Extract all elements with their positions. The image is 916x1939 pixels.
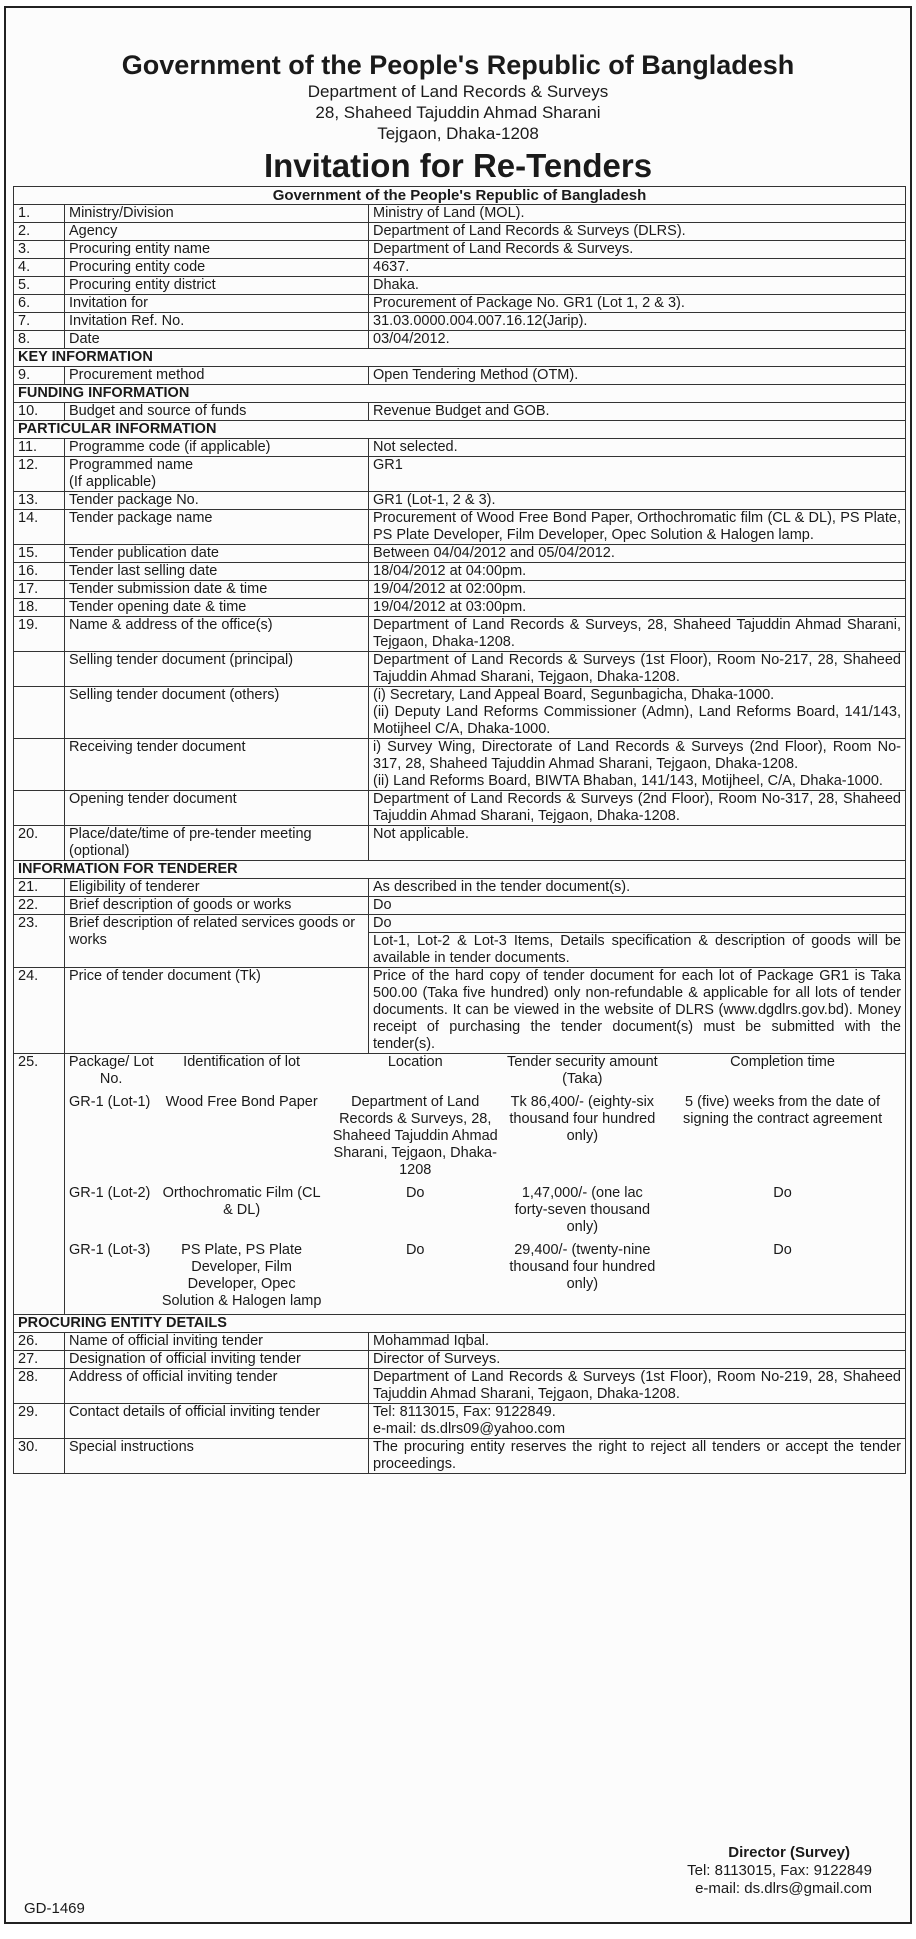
department-name: Department of Land Records & Surveys: [307, 82, 609, 101]
row-label: Name of official inviting tender: [65, 1333, 369, 1351]
row-number: 22.: [14, 897, 65, 915]
lot-cell: Do: [405, 1185, 425, 1201]
row-label: Procuring entity code: [65, 259, 369, 277]
table-row: [14, 331, 906, 349]
row-label: Tender submission date & time: [65, 581, 369, 599]
notice-header: [6, 8, 910, 186]
signatory-phone: Tel: 8113015, Fax: 9122849: [687, 1862, 872, 1879]
row-label: Tender publication date: [65, 545, 369, 563]
section-heading: KEY INFORMATION: [14, 349, 906, 367]
row-value: Not applicable.: [369, 826, 906, 861]
row-value: Do: [369, 915, 906, 933]
row-number: 12.: [14, 457, 65, 492]
lot-cell: GR-1 (Lot-1): [69, 1094, 151, 1110]
government-title: Government of the People's Republic of Bangladesh: [121, 50, 795, 80]
row-number: 20.: [14, 826, 65, 861]
row-label: Procuring entity name: [65, 241, 369, 259]
row-label: Date: [65, 331, 369, 349]
section-heading: FUNDING INFORMATION: [14, 385, 906, 403]
row-value: Do: [369, 897, 906, 915]
lot-cell: Tk 86,400/- (eighty-six thousand four hundred only): [509, 1094, 656, 1144]
row-label: Invitation Ref. No.: [65, 313, 369, 331]
lot-header-row: [65, 1054, 905, 1092]
row-number: [14, 687, 65, 739]
row-number: [14, 652, 65, 687]
table-row: [14, 617, 906, 652]
table-row: [14, 277, 906, 295]
row-label: Selling tender document (principal): [65, 652, 369, 687]
row-number: 7.: [14, 313, 65, 331]
row-value: Price of the hard copy of tender document for each lot of Package GR1 is Taka 500.00 (Taka five hundred) only non-refundable & applicable for all lots of tender documents. It can be viewed in the website of DLRS (www.dgdlrs.gov.bd). Money receipt of purchasing the tender document(s) must be submitted with the tender(s).: [369, 968, 906, 1054]
row-number: 8.: [14, 331, 65, 349]
lot-cell: GR-1 (Lot-2): [69, 1185, 151, 1201]
lot-table-cell: [65, 1054, 906, 1315]
row-number: 13.: [14, 492, 65, 510]
table-row: [14, 915, 906, 933]
table-row: [14, 1439, 906, 1474]
row-label: Tender opening date & time: [65, 599, 369, 617]
row-number: 19.: [14, 617, 65, 652]
lot-cell: 29,400/- (twenty-nine thousand four hundred only): [509, 1242, 656, 1292]
lot-cell: Wood Free Bond Paper: [165, 1094, 318, 1110]
lot-cell: Orthochromatic Film (CL & DL): [162, 1185, 321, 1218]
table-row: [14, 259, 906, 277]
row-value: As described in the tender document(s).: [369, 879, 906, 897]
row-value: Lot-1, Lot-2 & Lot-3 Items, Details specification & description of goods will be available in tender documents.: [369, 933, 906, 968]
table-row: [14, 968, 906, 1054]
row-number: 26.: [14, 1333, 65, 1351]
row-label: Ministry/Division: [65, 205, 369, 223]
table-row: [14, 457, 906, 492]
row-value: Procurement of Package No. GR1 (Lot 1, 2 & 3).: [369, 295, 906, 313]
row-value: Department of Land Records & Surveys, 28, Shaheed Tajuddin Ahmad Sharani, Tejgaon, Dhaka-1208.: [369, 617, 906, 652]
lot-cell: Do: [405, 1242, 425, 1258]
notice-heading: Invitation for Re-Tenders: [263, 147, 653, 184]
row-label: Eligibility of tenderer: [65, 879, 369, 897]
row-number: 6.: [14, 295, 65, 313]
row-value: GR1: [369, 457, 906, 492]
section-particular-information: [14, 421, 906, 439]
row-value: GR1 (Lot-1, 2 & 3).: [369, 492, 906, 510]
row-label: Price of tender document (Tk): [65, 968, 369, 1054]
row-label: Budget and source of funds: [65, 403, 369, 421]
row-label: Special instructions: [65, 1439, 369, 1474]
address-line-1: 28, Shaheed Tajuddin Ahmad Sharani: [315, 103, 601, 122]
table-row: [14, 897, 906, 915]
table-row: [14, 205, 906, 223]
row-label: Place/date/time of pre-tender meeting (optional): [65, 826, 369, 861]
gd-code: GD-1469: [24, 1900, 85, 1917]
table-row: [14, 510, 906, 545]
row-value: 4637.: [369, 259, 906, 277]
row-number: 28.: [14, 1369, 65, 1404]
row-label: Address of official inviting tender: [65, 1369, 369, 1404]
row-number: 9.: [14, 367, 65, 385]
row-value: 03/04/2012.: [369, 331, 906, 349]
row-label: Invitation for: [65, 295, 369, 313]
row-number: 23.: [14, 915, 65, 968]
row-value: 18/04/2012 at 04:00pm.: [369, 563, 906, 581]
lot-row: [65, 1240, 905, 1314]
row-value: Department of Land Records & Surveys (2nd Floor), Room No-317, 28, Shaheed Tajuddin Ahmad Sharani, Tejgaon, Dhaka-1208.: [369, 791, 906, 826]
row-label: Opening tender document: [65, 791, 369, 826]
row-label: Designation of official inviting tender: [65, 1351, 369, 1369]
lot-table: [65, 1054, 905, 1314]
row-label: Tender package No.: [65, 492, 369, 510]
lot-cell: 5 (five) weeks from the date of signing the contract agreement: [683, 1094, 883, 1127]
row-label: Receiving tender document: [65, 739, 369, 791]
row-number: 30.: [14, 1439, 65, 1474]
table-row: [14, 223, 906, 241]
section-key-information: [14, 349, 906, 367]
section-procuring-entity-details: [14, 1315, 906, 1333]
signatory-designation: Director (Survey): [728, 1844, 850, 1861]
row-value: Tel: 8113015, Fax: 9122849. e-mail: ds.dlrs09@yahoo.com: [369, 1404, 906, 1439]
row-label: Procuring entity district: [65, 277, 369, 295]
table-row: [14, 1369, 906, 1404]
row-label: Selling tender document (others): [65, 687, 369, 739]
section-funding-information: [14, 385, 906, 403]
table-row: [14, 687, 906, 739]
lot-cell: GR-1 (Lot-3): [69, 1242, 151, 1258]
lot-row: [65, 1092, 905, 1183]
row-number: 25.: [14, 1054, 65, 1315]
tender-notice: [4, 6, 912, 1924]
row-number: 24.: [14, 968, 65, 1054]
lot-column-header: Completion time: [730, 1054, 835, 1070]
section-heading: PROCURING ENTITY DETAILS: [14, 1315, 906, 1333]
row-label: Brief description of goods or works: [65, 897, 369, 915]
table-row: [14, 313, 906, 331]
table-row: [14, 791, 906, 826]
row-value: Department of Land Records & Surveys (1st Floor), Room No-219, 28, Shaheed Tajuddin Ahmad Sharani, Tejgaon, Dhaka-1208.: [369, 1369, 906, 1404]
table-row: [14, 439, 906, 457]
address-line-2: Tejgaon, Dhaka-1208: [377, 124, 539, 143]
table-row: [14, 652, 906, 687]
row-value: Director of Surveys.: [369, 1351, 906, 1369]
lot-row: [65, 1183, 905, 1240]
section-information-for-tenderer: [14, 861, 906, 879]
row-number: 27.: [14, 1351, 65, 1369]
table-row: [14, 563, 906, 581]
table-row: [14, 826, 906, 861]
table-row: [14, 492, 906, 510]
row-number: 14.: [14, 510, 65, 545]
row-number: 11.: [14, 439, 65, 457]
row-number: 18.: [14, 599, 65, 617]
row-label: Tender package name: [65, 510, 369, 545]
row-value: Mohammad Iqbal.: [369, 1333, 906, 1351]
row-value: (i) Secretary, Land Appeal Board, Segunbagicha, Dhaka-1000. (ii) Deputy Land Reforms Commissioner (Admn), Land Reforms Board, 141/143, Motijheel C/A, Dhaka-1000.: [369, 687, 906, 739]
table-row: [14, 599, 906, 617]
section-heading: INFORMATION FOR TENDERER: [14, 861, 906, 879]
table-row: [14, 545, 906, 563]
row-value: Department of Land Records & Surveys (DLRS).: [369, 223, 906, 241]
table-row: [14, 739, 906, 791]
row-label: Name & address of the office(s): [65, 617, 369, 652]
table-row: [14, 367, 906, 385]
row-number: 1.: [14, 205, 65, 223]
lot-cell: Department of Land Records & Surveys, 28, Shaheed Tajuddin Ahmad Sharani, Tejgaon, Dhaka-1208: [332, 1094, 498, 1178]
row-number: [14, 791, 65, 826]
table-caption: Government of the People's Republic of Bangladesh: [14, 187, 906, 205]
row-value: The procuring entity reserves the right to reject all tenders or accept the tender proceedings.: [369, 1439, 906, 1474]
row-number: 16.: [14, 563, 65, 581]
table-row: [14, 1333, 906, 1351]
row-label: Contact details of official inviting tender: [65, 1404, 369, 1439]
row-label: Procurement method: [65, 367, 369, 385]
row-label: Brief description of related services goods or works: [65, 915, 369, 968]
table-row: [14, 295, 906, 313]
lot-column-header: Package/ Lot No.: [68, 1054, 154, 1087]
row-value: Department of Land Records & Surveys (1st Floor), Room No-217, 28, Shaheed Tajuddin Ahmad Sharani, Tejgaon, Dhaka-1208.: [369, 652, 906, 687]
signature-block: [687, 1844, 872, 1898]
table-row: [14, 581, 906, 599]
lot-column-header: Identification of lot: [183, 1054, 301, 1070]
lot-cell: PS Plate, PS Plate Developer, Film Developer, Opec Solution & Halogen lamp: [161, 1242, 322, 1309]
row-number: 2.: [14, 223, 65, 241]
row-label: Programmed name (If applicable): [65, 457, 369, 492]
lot-cell: Do: [773, 1242, 792, 1258]
row-number: 15.: [14, 545, 65, 563]
table-row: [14, 403, 906, 421]
tender-table: [13, 186, 906, 1474]
row-value: Ministry of Land (MOL).: [369, 205, 906, 223]
section-heading: PARTICULAR INFORMATION: [14, 421, 906, 439]
row-value: 19/04/2012 at 02:00pm.: [369, 581, 906, 599]
row-value: Revenue Budget and GOB.: [369, 403, 906, 421]
table-row: [14, 879, 906, 897]
row-value: i) Survey Wing, Directorate of Land Records & Surveys (2nd Floor), Room No-317, 28, Shaheed Tajuddin Ahmad Sharani, Tejgaon, Dhaka-1208. (ii) Land Reforms Board, BIWTA Bhaban, 141/143, Motijheel, C/A, Dhaka-1000.: [369, 739, 906, 791]
row-number: 3.: [14, 241, 65, 259]
row-number: 4.: [14, 259, 65, 277]
row-number: 10.: [14, 403, 65, 421]
row-label: Tender last selling date: [65, 563, 369, 581]
row-value: Department of Land Records & Surveys.: [369, 241, 906, 259]
row-label: Programme code (if applicable): [65, 439, 369, 457]
lot-table-row: [14, 1054, 906, 1315]
lot-cell: 1,47,000/- (one lac forty-seven thousand only): [514, 1185, 651, 1235]
row-number: [14, 739, 65, 791]
row-value: Dhaka.: [369, 277, 906, 295]
table-row: [14, 1351, 906, 1369]
row-value: Procurement of Wood Free Bond Paper, Orthochromatic film (CL & DL), PS Plate, PS Plate Developer, Film Developer, Opec Solution & Halogen lamp.: [369, 510, 906, 545]
lot-cell: Do: [773, 1185, 792, 1201]
row-value: Between 04/04/2012 and 05/04/2012.: [369, 545, 906, 563]
row-value: Open Tendering Method (OTM).: [369, 367, 906, 385]
row-number: 17.: [14, 581, 65, 599]
row-value: Not selected.: [369, 439, 906, 457]
row-value: 19/04/2012 at 03:00pm.: [369, 599, 906, 617]
lot-column-header: Tender security amount (Taka): [506, 1054, 658, 1087]
table-row: [14, 1404, 906, 1439]
row-number: 29.: [14, 1404, 65, 1439]
row-value: 31.03.0000.004.007.16.12(Jarip).: [369, 313, 906, 331]
row-number: 21.: [14, 879, 65, 897]
row-label: Agency: [65, 223, 369, 241]
table-row: [14, 241, 906, 259]
row-number: 5.: [14, 277, 65, 295]
signatory-email: e-mail: ds.dlrs@gmail.com: [695, 1880, 872, 1897]
lot-column-header: Location: [387, 1054, 443, 1070]
